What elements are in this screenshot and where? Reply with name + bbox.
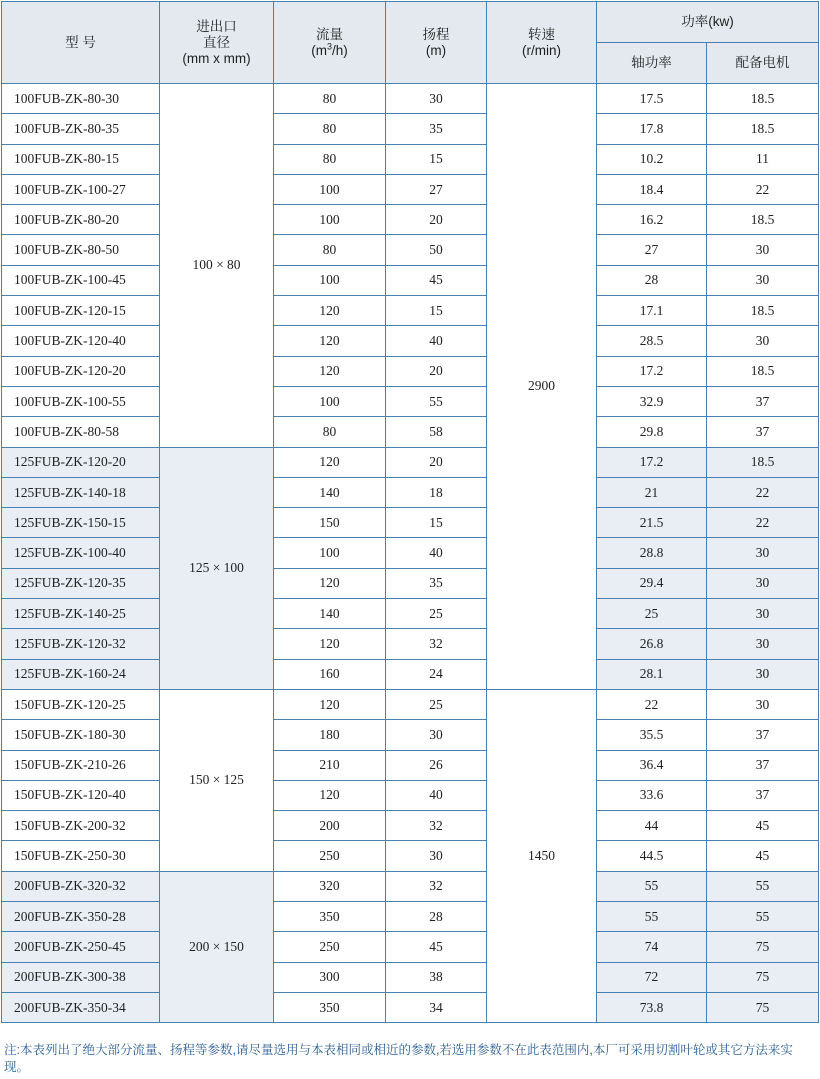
cell-model: 200FUB-ZK-320-32 (2, 871, 160, 901)
cell-motor: 22 (707, 508, 819, 538)
table-row (2, 811, 819, 841)
cell-model: 200FUB-ZK-300-38 (2, 962, 160, 992)
cell-head: 20 (386, 356, 487, 386)
cell-flow: 320 (274, 871, 386, 901)
cell-model: 100FUB-ZK-80-15 (2, 144, 160, 174)
cell-model: 150FUB-ZK-180-30 (2, 720, 160, 750)
cell-shaft-power: 21.5 (597, 508, 707, 538)
cell-shaft-power: 28.5 (597, 326, 707, 356)
table-row (2, 326, 819, 356)
cell-motor: 18.5 (707, 114, 819, 144)
cell-motor: 55 (707, 871, 819, 901)
cell-head: 35 (386, 114, 487, 144)
table-row (2, 386, 819, 416)
table-row (2, 932, 819, 962)
cell-head: 55 (386, 386, 487, 416)
cell-head: 40 (386, 326, 487, 356)
cell-head: 45 (386, 932, 487, 962)
cell-shaft-power: 29.8 (597, 417, 707, 447)
cell-shaft-power: 25 (597, 599, 707, 629)
cell-model: 100FUB-ZK-80-58 (2, 417, 160, 447)
cell-head: 18 (386, 477, 487, 507)
header-flow-unit: $(m^3/h)$ (311, 41, 348, 58)
cell-model: 100FUB-ZK-80-35 (2, 114, 160, 144)
header-flow (274, 2, 386, 84)
cell-head: 32 (386, 629, 487, 659)
cell-model: 125FUB-ZK-120-35 (2, 568, 160, 598)
cell-model: 125FUB-ZK-140-18 (2, 477, 160, 507)
table-row (2, 417, 819, 447)
cell-model: 100FUB-ZK-120-15 (2, 296, 160, 326)
cell-flow: 210 (274, 750, 386, 780)
header-speed-label: 转速 (528, 26, 555, 42)
cell-flow: 100 (274, 538, 386, 568)
cell-model: 125FUB-ZK-150-15 (2, 508, 160, 538)
table-row (2, 144, 819, 174)
header-diameter (160, 2, 274, 84)
cell-shaft-power: 28.8 (597, 538, 707, 568)
cell-head: 15 (386, 296, 487, 326)
cell-head: 20 (386, 205, 487, 235)
table-row (2, 114, 819, 144)
cell-flow: 120 (274, 689, 386, 719)
table-row (2, 992, 819, 1022)
cell-motor: 37 (707, 386, 819, 416)
cell-model: 200FUB-ZK-350-34 (2, 992, 160, 1022)
cell-diameter: 100 × 80 (160, 84, 274, 448)
header-diameter-unit: (mm x mm) (182, 50, 251, 66)
table-row (2, 265, 819, 295)
cell-flow: 140 (274, 599, 386, 629)
cell-model: 100FUB-ZK-80-20 (2, 205, 160, 235)
cell-model: 150FUB-ZK-120-40 (2, 780, 160, 810)
cell-flow: 120 (274, 447, 386, 477)
cell-motor: 37 (707, 720, 819, 750)
table-row (2, 296, 819, 326)
header-shaft-power: 轴功率 (597, 43, 707, 84)
cell-shaft-power: 27 (597, 235, 707, 265)
cell-motor: 18.5 (707, 296, 819, 326)
cell-motor: 18.5 (707, 84, 819, 114)
cell-shaft-power: 21 (597, 477, 707, 507)
cell-speed: 2900 (487, 84, 597, 690)
table-row (2, 629, 819, 659)
cell-motor: 37 (707, 750, 819, 780)
cell-model: 100FUB-ZK-80-50 (2, 235, 160, 265)
table-row (2, 508, 819, 538)
cell-motor: 55 (707, 902, 819, 932)
cell-motor: 75 (707, 992, 819, 1022)
cell-shaft-power: 72 (597, 962, 707, 992)
cell-motor: 18.5 (707, 356, 819, 386)
cell-model: 100FUB-ZK-120-20 (2, 356, 160, 386)
table-row (2, 780, 819, 810)
cell-flow: 120 (274, 629, 386, 659)
cell-motor: 22 (707, 174, 819, 204)
cell-motor: 45 (707, 841, 819, 871)
cell-shaft-power: 17.1 (597, 296, 707, 326)
table-row (2, 538, 819, 568)
table-header (2, 2, 819, 84)
cell-head: 32 (386, 871, 487, 901)
cell-flow: 100 (274, 174, 386, 204)
cell-shaft-power: 55 (597, 871, 707, 901)
cell-flow: 120 (274, 356, 386, 386)
cell-shaft-power: 29.4 (597, 568, 707, 598)
cell-head: 58 (386, 417, 487, 447)
header-head (386, 2, 487, 84)
cell-model: 125FUB-ZK-100-40 (2, 538, 160, 568)
table-row (2, 689, 819, 719)
cell-shaft-power: 33.6 (597, 780, 707, 810)
cell-motor: 22 (707, 477, 819, 507)
cell-head: 25 (386, 599, 487, 629)
cell-shaft-power: 28.1 (597, 659, 707, 689)
table-row (2, 659, 819, 689)
cell-model: 100FUB-ZK-80-30 (2, 84, 160, 114)
cell-flow: 200 (274, 811, 386, 841)
cell-shaft-power: 44.5 (597, 841, 707, 871)
cell-shaft-power: 17.2 (597, 356, 707, 386)
cell-flow: 80 (274, 235, 386, 265)
cell-flow: 80 (274, 84, 386, 114)
header-power: 功率(kw) (597, 2, 819, 43)
header-head-label: 扬程 (422, 26, 450, 42)
cell-motor: 18.5 (707, 447, 819, 477)
cell-shaft-power: 17.5 (597, 84, 707, 114)
cell-shaft-power: 22 (597, 689, 707, 719)
cell-head: 15 (386, 144, 487, 174)
cell-motor: 75 (707, 962, 819, 992)
cell-head: 40 (386, 780, 487, 810)
cell-head: 32 (386, 811, 487, 841)
cell-motor: 30 (707, 568, 819, 598)
cell-shaft-power: 18.4 (597, 174, 707, 204)
cell-flow: 80 (274, 417, 386, 447)
cell-model: 125FUB-ZK-120-20 (2, 447, 160, 477)
cell-motor: 30 (707, 235, 819, 265)
cell-head: 30 (386, 841, 487, 871)
cell-head: 15 (386, 508, 487, 538)
cell-model: 200FUB-ZK-350-28 (2, 902, 160, 932)
table-row (2, 720, 819, 750)
table-row (2, 205, 819, 235)
cell-motor: 30 (707, 689, 819, 719)
cell-model: 100FUB-ZK-120-40 (2, 326, 160, 356)
header-head-unit: (m) (425, 42, 447, 58)
cell-model: 150FUB-ZK-120-25 (2, 689, 160, 719)
cell-shaft-power: 44 (597, 811, 707, 841)
cell-head: 30 (386, 84, 487, 114)
footnote: 注:本表列出了绝大部分流量、扬程等参数,请尽量选用与本表相同或相近的参数,若选用参数不在此表范围内,本厂可采用切割叶轮或其它方法来实现。 (4, 1043, 793, 1074)
cell-shaft-power: 74 (597, 932, 707, 962)
cell-model: 150FUB-ZK-250-30 (2, 841, 160, 871)
cell-speed: 1450 (487, 689, 597, 1022)
cell-model: 150FUB-ZK-210-26 (2, 750, 160, 780)
cell-flow: 140 (274, 477, 386, 507)
cell-head: 20 (386, 447, 487, 477)
cell-flow: 250 (274, 932, 386, 962)
pump-spec-table (1, 1, 819, 1023)
cell-model: 125FUB-ZK-140-25 (2, 599, 160, 629)
table-row (2, 962, 819, 992)
cell-flow: 350 (274, 992, 386, 1022)
cell-model: 100FUB-ZK-100-27 (2, 174, 160, 204)
cell-head: 40 (386, 538, 487, 568)
header-model: 型 号 (2, 2, 160, 84)
cell-model: 125FUB-ZK-120-32 (2, 629, 160, 659)
header-diameter-line1: 进出口 (196, 18, 237, 34)
table-row (2, 447, 819, 477)
cell-head: 28 (386, 902, 487, 932)
cell-shaft-power: 17.8 (597, 114, 707, 144)
cell-model: 125FUB-ZK-160-24 (2, 659, 160, 689)
header-speed-unit: (r/min) (522, 42, 561, 58)
cell-model: 100FUB-ZK-100-45 (2, 265, 160, 295)
cell-flow: 80 (274, 144, 386, 174)
cell-model: 100FUB-ZK-100-55 (2, 386, 160, 416)
cell-motor: 30 (707, 599, 819, 629)
cell-shaft-power: 32.9 (597, 386, 707, 416)
cell-head: 25 (386, 689, 487, 719)
header-speed (487, 2, 597, 84)
cell-model: 150FUB-ZK-200-32 (2, 811, 160, 841)
cell-flow: 250 (274, 841, 386, 871)
cell-motor: 37 (707, 780, 819, 810)
table-row (2, 871, 819, 901)
table-row (2, 174, 819, 204)
cell-flow: 180 (274, 720, 386, 750)
cell-head: 38 (386, 962, 487, 992)
cell-head: 27 (386, 174, 487, 204)
cell-flow: 150 (274, 508, 386, 538)
table-body (2, 84, 819, 1023)
cell-flow: 120 (274, 780, 386, 810)
table-row (2, 235, 819, 265)
cell-motor: 45 (707, 811, 819, 841)
cell-shaft-power: 17.2 (597, 447, 707, 477)
cell-motor: 30 (707, 538, 819, 568)
table-row (2, 599, 819, 629)
cell-motor: 75 (707, 932, 819, 962)
table-row (2, 841, 819, 871)
cell-diameter: 125 × 100 (160, 447, 274, 689)
cell-shaft-power: 10.2 (597, 144, 707, 174)
table-row (2, 477, 819, 507)
cell-motor: 30 (707, 265, 819, 295)
cell-flow: 120 (274, 326, 386, 356)
cell-flow: 300 (274, 962, 386, 992)
cell-model: 200FUB-ZK-250-45 (2, 932, 160, 962)
cell-head: 24 (386, 659, 487, 689)
cell-motor: 11 (707, 144, 819, 174)
cell-motor: 18.5 (707, 205, 819, 235)
cell-head: 35 (386, 568, 487, 598)
cell-flow: 100 (274, 265, 386, 295)
cell-shaft-power: 16.2 (597, 205, 707, 235)
header-motor: 配备电机 (707, 43, 819, 84)
cell-flow: 350 (274, 902, 386, 932)
header-flow-label: 流量 (316, 26, 343, 42)
cell-flow: 160 (274, 659, 386, 689)
cell-shaft-power: 36.4 (597, 750, 707, 780)
cell-motor: 30 (707, 326, 819, 356)
cell-head: 50 (386, 235, 487, 265)
cell-diameter: 200 × 150 (160, 871, 274, 1022)
table-row (2, 568, 819, 598)
cell-flow: 120 (274, 568, 386, 598)
cell-flow: 100 (274, 386, 386, 416)
cell-head: 34 (386, 992, 487, 1022)
cell-shaft-power: 28 (597, 265, 707, 295)
table-row (2, 84, 819, 114)
cell-flow: 100 (274, 205, 386, 235)
table-row (2, 902, 819, 932)
cell-shaft-power: 35.5 (597, 720, 707, 750)
table-row (2, 356, 819, 386)
cell-motor: 30 (707, 659, 819, 689)
cell-head: 26 (386, 750, 487, 780)
table-row (2, 750, 819, 780)
header-diameter-line2: 直径 (203, 34, 230, 50)
cell-shaft-power: 55 (597, 902, 707, 932)
cell-head: 30 (386, 720, 487, 750)
cell-shaft-power: 73.8 (597, 992, 707, 1022)
cell-head: 45 (386, 265, 487, 295)
cell-flow: 120 (274, 296, 386, 326)
cell-motor: 37 (707, 417, 819, 447)
cell-shaft-power: 26.8 (597, 629, 707, 659)
cell-diameter: 150 × 125 (160, 689, 274, 871)
cell-flow: 80 (274, 114, 386, 144)
cell-motor: 30 (707, 629, 819, 659)
